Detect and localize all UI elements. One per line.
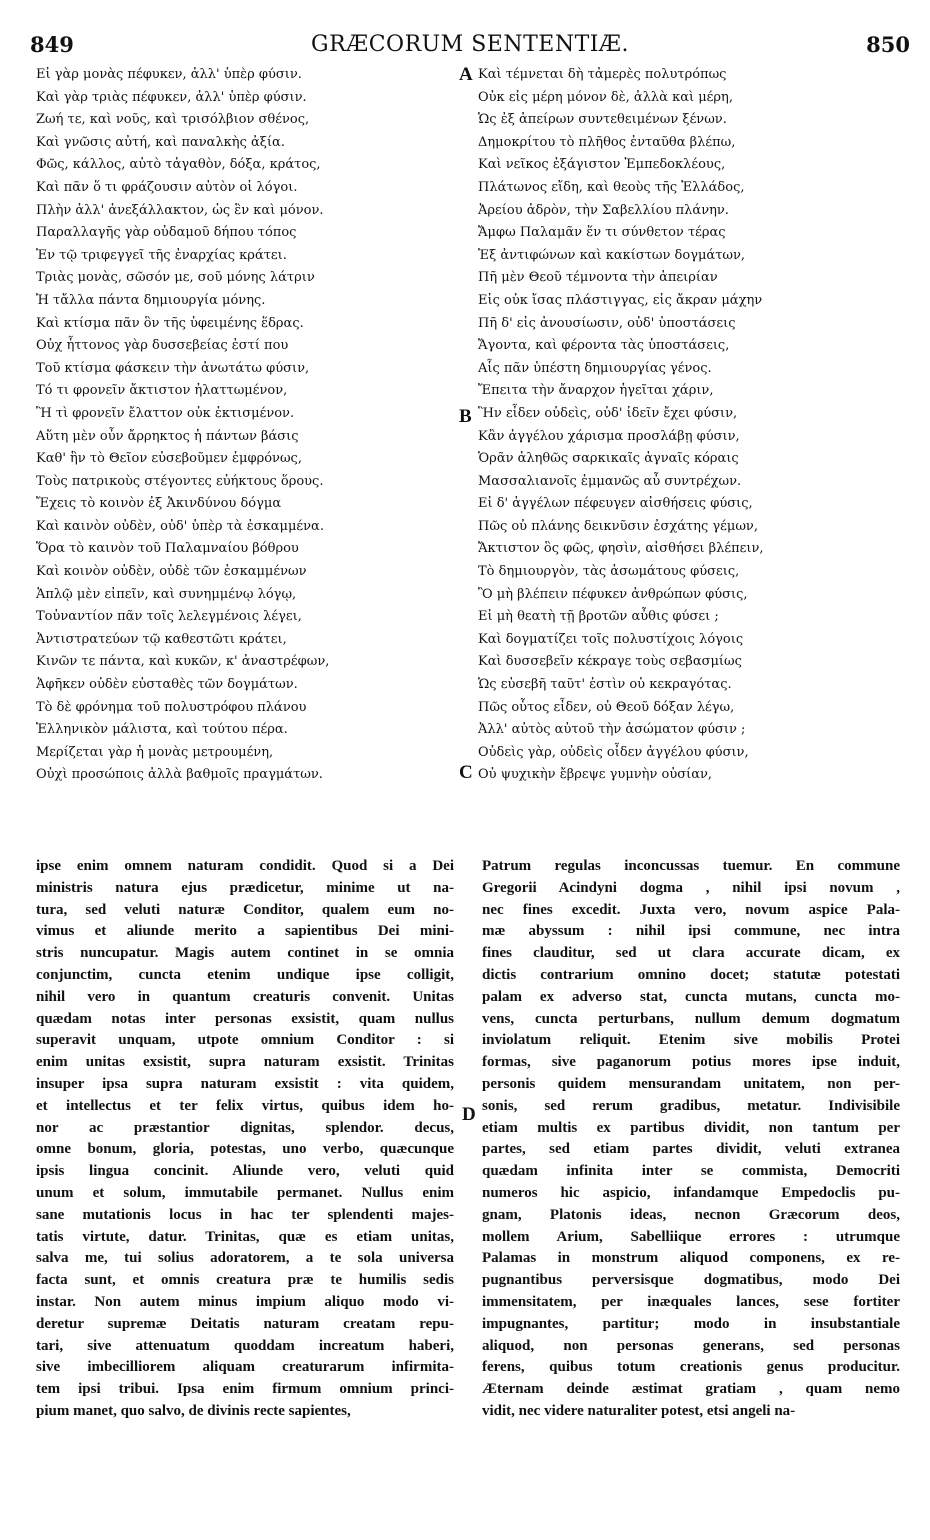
- prose-line: formas, sive paganorum potius mores ipse induit,: [482, 1054, 900, 1071]
- verse-line: Ὅρα τὸ καινὸν τοῦ Παλαμναίου βόθρου: [36, 541, 299, 557]
- verse-line: Δημοκρίτου τὸ πλῆθος ἐνταῦθα βλέπω,: [478, 134, 736, 150]
- verse-line: Καθ' ἣν τὸ Θεῖον εὐσεβοῦμεν ἐμφρόνως,: [36, 451, 302, 467]
- verse-line: Ὡς εὐσεβῆ ταῦτ' ἐστὶν οὐ κεκραγότας.: [478, 677, 732, 693]
- prose-line: tura, sed veluti naturæ Conditor, qualem eum no-: [36, 901, 454, 918]
- verse-line: Τὸ δημιουργὸν, τὰς ἀσωμάτους φύσεις,: [478, 564, 740, 580]
- prose-line: nihil vero in quantum creaturis convenit. Unitas: [36, 988, 454, 1005]
- page-header: [30, 32, 910, 64]
- prose-line: numeros hic aspicio, infandamque Empedoclis pu-: [482, 1184, 900, 1201]
- greek-verse-right-column: [478, 64, 898, 787]
- verse-line: Οὐκ εἰς μέρη μόνον δὲ, ἀλλὰ καὶ μέρη,: [478, 89, 733, 105]
- prose-line: partes, sed etiam partes dividit, veluti extranea: [482, 1141, 900, 1158]
- prose-line: ferens, quibus totum creationis genus producitur.: [482, 1359, 900, 1376]
- prose-line: vimus et aliunde merito a sapientibus Dei mini-: [36, 923, 454, 940]
- prose-line: tem ipsi tribui. Ipsa enim firmum omnium princi-: [36, 1381, 454, 1398]
- verse-line: Πλὴν ἀλλ' ἀνεξάλλακτον, ὡς ἓν καὶ μόνον.: [36, 202, 324, 218]
- verse-line: Ἀρείου ἀδρὸν, τὴν Σαβελλίου πλάνην.: [478, 202, 729, 218]
- prose-line: pium manet, quo salvo, de divinis recte sapientes,: [36, 1402, 351, 1419]
- section-marker-c: C: [459, 762, 473, 783]
- prose-line: quædam notas inter personas exsistit, quam nullus: [36, 1010, 454, 1027]
- verse-line: Καὶ κοινὸν οὐδὲν, οὐδὲ τῶν ἐσκαμμένων: [36, 564, 307, 580]
- verse-line: Καὶ νεῖκος ἐξάγιστον Ἐμπεδοκλέους,: [478, 157, 726, 173]
- verse-line: Ἔχεις τὸ κοινὸν ἐξ Ἀκινδύνου δόγμα: [36, 496, 282, 512]
- verse-line: Μασσαλιανοῖς ἐμμανῶς αὖ συντρέχων.: [478, 473, 742, 489]
- verse-line: Καὶ κτίσμα πᾶν ὃν τῆς ὑφειμένης ἕδρας.: [36, 315, 304, 331]
- prose-line: impugnantes, partitur; modo in insubstantiale: [482, 1315, 900, 1332]
- prose-line: sive imbecilliorem aliquam creaturarum infirmita-: [36, 1359, 454, 1376]
- greek-verse-left-column: [36, 64, 456, 787]
- verse-line: Οὐχ ἧττονος γὰρ δυσσεβείας ἐστί που: [36, 338, 289, 354]
- verse-line: Ὡς ἐξ ἀπείρων συντεθειμένων ξένων.: [478, 112, 727, 128]
- prose-line: tatis virtute, datur. Trinitas, quæ es etiam unitas,: [36, 1228, 454, 1245]
- prose-line: tari, sive attenuatum quoddam increatum haberi,: [36, 1337, 454, 1354]
- page-number-left: 849: [30, 32, 74, 57]
- prose-line: personis quidem mensurandam unitatem, non per-: [482, 1075, 900, 1092]
- verse-line: Ἄκτιστον ὃς φῶς, φησὶν, αἰσθήσει βλέπειν,: [478, 541, 764, 557]
- verse-line: Καὶ πᾶν ὅ τι φράζουσιν αὐτὸν οἱ λόγοι.: [36, 179, 298, 195]
- prose-line: stris nuncupatur. Magis autem continet in se omnia: [36, 945, 454, 962]
- prose-line: palam ex adverso stat, cuncta mutans, cuncta mo-: [482, 988, 900, 1005]
- verse-line: Πῶς οὗτος εἶδεν, οὐ Θεοῦ δόξαν λέγω,: [478, 699, 735, 715]
- prose-line: instar. Non autem minus impium aliquo modo vi-: [36, 1293, 454, 1310]
- verse-line: Πῆ δ' εἰς ἀνουσίωσιν, οὐδ' ὑποστάσεις: [478, 315, 736, 331]
- verse-line: Πῶς οὐ πλάνης δεικνῦσιν ἐσχάτης γέμων,: [478, 518, 758, 534]
- prose-line: vens, cuncta perturbans, nullum demum dogmatum: [482, 1010, 900, 1027]
- verse-line: Οὐχὶ προσώποις ἀλλὰ βαθμοῖς πραγμάτων.: [36, 767, 323, 783]
- verse-line: Ἀφῆκεν οὐδὲν εὐσταθὲς τῶν δογμάτων.: [36, 677, 298, 693]
- prose-line: mæ abyssum : nihil ipsi commune, nec intra: [482, 923, 900, 940]
- verse-line: Ἑλληνικὸν μάλιστα, καὶ τούτου πέρα.: [36, 722, 288, 738]
- section-marker-d: D: [462, 1104, 476, 1125]
- verse-line: Εἰ γὰρ μονὰς πέφυκεν, ἀλλ' ὑπὲρ φύσιν.: [36, 67, 302, 82]
- verse-line: Κἂν ἀγγέλου χάρισμα προσλάβῃ φύσιν,: [478, 428, 740, 444]
- verse-line: Ὃ μὴ βλέπειν πέφυκεν ἀνθρώπων φύσις,: [478, 586, 748, 602]
- verse-line: Ἁπλῷ μὲν εἰπεῖν, καὶ συνημμένῳ λόγῳ,: [36, 586, 297, 602]
- verse-line: Ἣν εἶδεν οὐδεὶς, οὐδ' ἰδεῖν ἔχει φύσιν,: [478, 405, 738, 421]
- verse-line: Οὐδεὶς γὰρ, οὐδεὶς οἶδεν ἀγγέλου φύσιν,: [478, 744, 749, 760]
- verse-line: Εἰ μὴ θεατὴ τῇ βροτῶν αὖθις φύσει ;: [478, 609, 719, 625]
- prose-line: unum et solum, immutabile permanet. Nullus enim: [36, 1184, 454, 1201]
- verse-line: Εἰ δ' ἀγγέλων πέφευγεν αἰσθήσεις φύσις,: [478, 496, 753, 512]
- prose-line: nor ac præstantior dignitas, splendor. decus,: [36, 1119, 454, 1136]
- verse-line: Καὶ τέμνεται δὴ τἀμερὲς πολυτρόπως: [478, 67, 727, 82]
- prose-line: immensitatem, per inæquales lances, sese fortiter: [482, 1293, 900, 1310]
- prose-line: fines clauditur, sed ut clara accurate dicam, ex: [482, 945, 900, 962]
- verse-line: Παραλλαγῆς γὰρ οὐδαμοῦ δήπου τόπος: [36, 225, 297, 241]
- latin-prose-left-column: [36, 856, 454, 1423]
- verse-line: Ὁρᾶν ἀληθῶς σαρκικαῖς ἀγναῖς κόραις: [478, 451, 739, 467]
- verse-line: Αὕτη μὲν οὖν ἄρρηκτος ἡ πάντων βάσις: [36, 428, 299, 444]
- prose-line: superavit unquam, utpote omnium Conditor : si: [36, 1032, 454, 1049]
- prose-line: nec fines excedit. Juxta vero, novum aspice Pala-: [482, 901, 900, 918]
- verse-line: Ἢ τὶ φρονεῖν ἔλαττον οὐκ ἐκτισμένον.: [36, 405, 295, 421]
- prose-line: salva me, tui solius adoratorem, a te sola universa: [36, 1250, 454, 1267]
- verse-line: Καὶ καινὸν οὐδὲν, οὐδ' ὑπὲρ τὰ ἐσκαμμένα.: [36, 518, 324, 534]
- prose-line: ipsis lingua concinit. Aliunde vero, veluti quid: [36, 1163, 454, 1180]
- prose-line: mollem Arium, Sabelliique errores : utrumque: [482, 1228, 900, 1245]
- verse-line: Κινῶν τε πάντα, καὶ κυκῶν, κ' ἀναστρέφων,: [36, 654, 330, 670]
- verse-line: Τοὐναντίον πᾶν τοῖς λελεγμένοις λέγει,: [36, 609, 302, 625]
- prose-line: insuper ipsa supra naturam exsistit : vita quidem,: [36, 1075, 454, 1092]
- prose-line: omne bonum, gloria, potestas, uno verbo, quæcunque: [36, 1141, 454, 1158]
- prose-line: Gregorii Acindyni dogma , nihil ipsi novum ,: [482, 879, 900, 896]
- prose-line: quædam infinita inter se commista, Democriti: [482, 1163, 900, 1180]
- prose-line: vidit, nec videre naturaliter potest, etsi angeli na-: [482, 1402, 796, 1419]
- section-marker-b: B: [459, 406, 472, 427]
- verse-line: Τοὺς πατρικοὺς στέγοντες εὐήκτους ὅρους.: [36, 473, 324, 489]
- verse-line: Καὶ δυσσεβεῖν κέκραγε τοὺς σεβασμίως: [478, 654, 742, 670]
- prose-line: Patrum regulas inconcussas tuemur. En commune: [482, 858, 900, 874]
- prose-line: sonis, sed rerum gradibus, metatur. Indivisibile: [482, 1097, 900, 1114]
- prose-line: etiam multis ex partibus dividit, non tantum per: [482, 1119, 900, 1136]
- prose-line: enim unitas exsistit, supra naturam exsistit. Trinitas: [36, 1054, 454, 1071]
- running-head: GRÆCORUM SENTENTIÆ.: [311, 32, 629, 57]
- section-marker-a: A: [459, 64, 473, 85]
- prose-line: dictis contrarium omnino docet; statutæ potestati: [482, 966, 900, 983]
- verse-line: Ζωή τε, καὶ νοῦς, καὶ τρισόλβιον σθένος,: [36, 112, 310, 128]
- prose-line: et intellectus et ter felix virtus, quibus idem ho-: [36, 1097, 454, 1114]
- verse-line: Ἐν τῷ τριφεγγεῖ τῆς ἐναρχίας κράτει.: [36, 247, 287, 263]
- prose-line: deretur supremæ Deitatis naturam creatam repu-: [36, 1315, 454, 1332]
- prose-line: ministris natura ejus prædicetur, minime ut na-: [36, 879, 454, 896]
- verse-line: Ἡ τἄλλα πάντα δημιουργία μόνης.: [36, 292, 266, 308]
- prose-line: gnam, Platonis ideas, necnon Græcorum deos,: [482, 1206, 900, 1223]
- verse-line: Ἄμφω Παλαμᾶν ἕν τι σύνθετον τέρας: [478, 225, 726, 241]
- verse-line: Ἄγοντα, καὶ φέροντα τὰς ὑποστάσεις,: [478, 338, 730, 354]
- prose-line: ipse enim omnem naturam condidit. Quod si a Dei: [36, 858, 454, 874]
- prose-line: aliquod, non personas generans, sed personas: [482, 1337, 900, 1354]
- verse-line: Πλάτωνος εἴδη, καὶ θεοὺς τῆς Ἑλλάδος,: [478, 179, 745, 195]
- verse-line: Ἐξ ἀντιφώνων καὶ κακίστων δογμάτων,: [478, 247, 746, 263]
- verse-line: Τοῦ κτίσμα φάσκειν τὴν ἀνωτάτω φύσιν,: [36, 360, 310, 376]
- verse-line: Καὶ γνῶσις αὐτή, καὶ παναλκὴς ἀξία.: [36, 134, 285, 150]
- verse-line: Πῆ μὲν Θεοῦ τέμνοντα τὴν ἀπειρίαν: [478, 270, 718, 286]
- prose-line: Palamas in monstrum aliquod componens, ex re-: [482, 1250, 900, 1267]
- latin-prose-right-column: [482, 856, 900, 1423]
- prose-line: facta sunt, et omnis creatura præ te humilis sedis: [36, 1272, 454, 1289]
- page-number-right: 850: [866, 32, 910, 57]
- verse-line: Οὐ ψυχικὴν ἔβρεψε γυμνὴν οὐσίαν,: [478, 767, 713, 783]
- verse-line: Αἷς πᾶν ὑπέστη δημιουργίας γένος.: [478, 360, 712, 376]
- prose-line: conjunctim, cuncta etenim undique ipse colligit,: [36, 966, 454, 983]
- verse-line: Καὶ γὰρ τριὰς πέφυκεν, ἀλλ' ὑπὲρ φύσιν.: [36, 89, 307, 105]
- verse-line: Τριὰς μονὰς, σῶσόν με, σοῦ μόνης λάτριν: [36, 270, 315, 286]
- verse-line: Φῶς, κάλλος, αὐτὸ τἀγαθὸν, δόξα, κράτος,: [36, 157, 321, 173]
- verse-line: Μερίζεται γὰρ ἡ μονὰς μετρουμένη,: [36, 744, 274, 760]
- verse-line: Καὶ δογματίζει τοῖς πολυστίχοις λόγοις: [478, 631, 744, 647]
- prose-line: inviolatum reliquit. Etenim sive mobilis Protei: [482, 1032, 900, 1049]
- prose-line: sane mutationis locus in hac ter splendenti majes-: [36, 1206, 454, 1223]
- prose-line: Æternam deinde æstimat gratiam , quam nemo: [482, 1381, 900, 1398]
- verse-line: Εἰς οὐκ ἴσας πλάστιγγας, εἰς ἄκραν μάχην: [478, 292, 763, 308]
- prose-line: pugnantibus perversisque dogmatibus, modo Dei: [482, 1272, 900, 1289]
- verse-line: Ἀλλ' αὐτὸς αὐτοῦ τὴν ἀσώματον φύσιν ;: [478, 722, 746, 738]
- verse-line: Τό τι φρονεῖν ἄκτιστον ἠλαττωμένον,: [36, 383, 288, 399]
- verse-line: Ἔπειτα τὴν ἄναρχον ἡγεῖται χάριν,: [478, 383, 714, 399]
- verse-line: Τὸ δὲ φρόνημα τοῦ πολυστρόφου πλάνου: [36, 699, 307, 715]
- verse-line: Ἀντιστρατεύων τῷ καθεστῶτι κράτει,: [36, 631, 287, 647]
